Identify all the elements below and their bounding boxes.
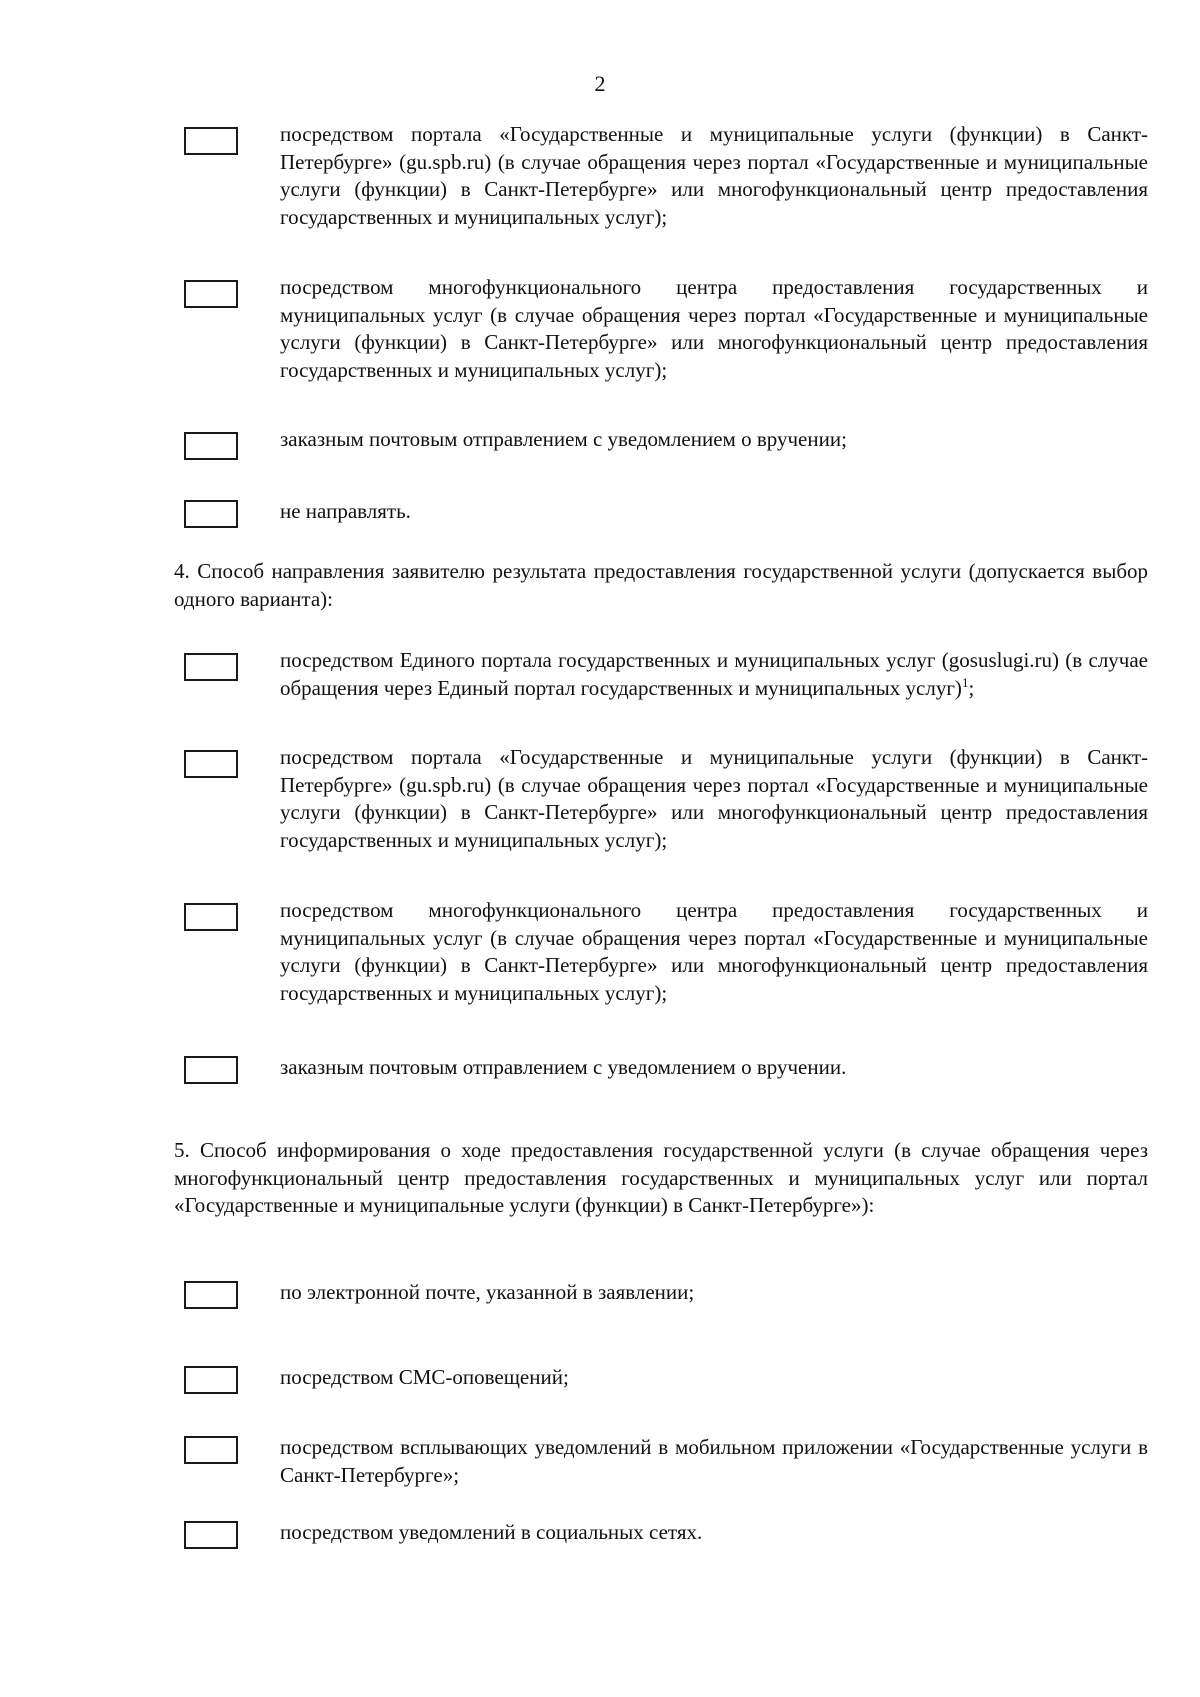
option-label: посредством многофункционального центра предоставления государственных и муниципальных услуг (в случае обращения через портал «Государственные и муниципальные услуги (функции) в Санкт-Петербурге» или многофункциональный центр предоставления государственных и муниципальных услуг);	[280, 898, 1148, 1006]
option-label: не направлять.	[280, 499, 411, 523]
checkbox[interactable]	[184, 1366, 238, 1394]
checkbox[interactable]	[184, 1281, 238, 1309]
checkbox[interactable]	[184, 500, 238, 528]
option-label-suffix: ;	[968, 675, 975, 700]
section-4-heading: 4. Способ направления заявителю результата предоставления государственной услуги (допускается выбор одного варианта):	[174, 559, 1148, 611]
option-label: посредством портала «Государственные и муниципальные услуги (функции) в Санкт-Петербурге» (gu.spb.ru) (в случае обращения через портал «Государственные и муниципальные услуги (функции) в Санкт-Петербурге» или многофункциональный центр предоставления государственных и муниципальных услуг);	[280, 745, 1148, 853]
option-label	[280, 647, 1148, 702]
option-label: посредством портала «Государственные и муниципальные услуги (функции) в Санкт-Петербурге» (gu.spb.ru) (в случае обращения через портал «Государственные и муниципальные услуги (функции) в Санкт-Петербурге» или многофункциональный центр предоставления государственных и муниципальных услуг);	[280, 122, 1148, 230]
checkbox[interactable]	[184, 432, 238, 460]
checkbox[interactable]	[184, 1436, 238, 1464]
option-label-text: посредством Единого портала государственных и муниципальных услуг (gosuslugi.ru) (в случае обращения через Единый портал государственных и муниципальных услуг)	[280, 648, 1148, 700]
footnote-marker: 1	[961, 674, 969, 690]
checkbox[interactable]	[184, 1521, 238, 1549]
checkbox[interactable]	[184, 1056, 238, 1084]
checkbox[interactable]	[184, 127, 238, 155]
checkbox[interactable]	[184, 280, 238, 308]
checkbox[interactable]	[184, 653, 238, 681]
option-label: заказным почтовым отправлением с уведомлением о вручении;	[280, 427, 847, 451]
option-label: по электронной почте, указанной в заявлении;	[280, 1280, 695, 1304]
section-5-heading: 5. Способ информирования о ходе предоставления государственной услуги (в случае обращения через многофункциональный центр предоставления государственных и муниципальных услуг или портал «Государственные и муниципальные услуги (функции) в Санкт-Петербурге»):	[174, 1138, 1148, 1218]
option-label: посредством всплывающих уведомлений в мобильном приложении «Государственные услуги в Санкт-Петербурге»;	[280, 1435, 1148, 1487]
checkbox[interactable]	[184, 903, 238, 931]
checkbox[interactable]	[184, 750, 238, 778]
option-label: заказным почтовым отправлением с уведомлением о вручении.	[280, 1055, 847, 1079]
option-label: посредством СМС-оповещений;	[280, 1365, 569, 1389]
page-number: 2	[594, 71, 606, 96]
option-label: посредством уведомлений в социальных сетях.	[280, 1520, 703, 1544]
option-label: посредством многофункционального центра предоставления государственных и муниципальных услуг (в случае обращения через портал «Государственные и муниципальные услуги (функции) в Санкт-Петербурге» или многофункциональный центр предоставления государственных и муниципальных услуг);	[280, 275, 1148, 383]
